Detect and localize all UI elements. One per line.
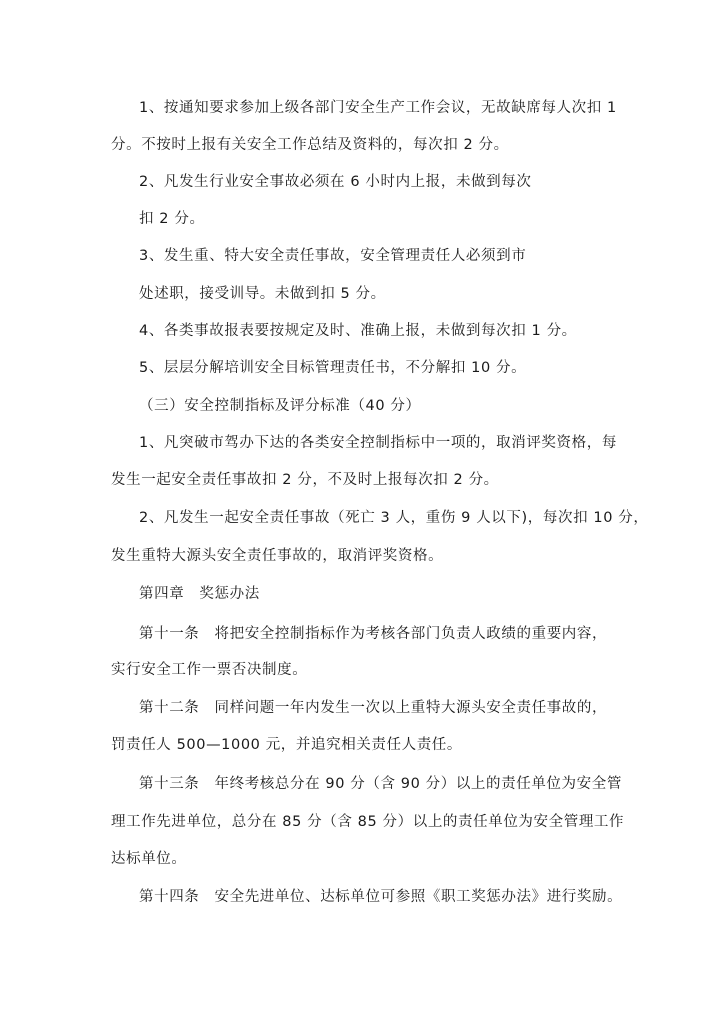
text-line: 发生重特大源头安全责任事故的，取消评奖资格。 (111, 548, 444, 564)
text-line: 第十二条 同样问题一年内发生一次以上重特大源头安全责任事故的， (139, 700, 608, 716)
text-line: 实行安全工作一票否决制度。 (111, 662, 308, 678)
text-line: 罚责任人 500—1000 元，并追究相关责任人责任。 (111, 737, 462, 753)
text-line: 扣 2 分。 (139, 211, 205, 227)
text-line: 第十三条 年终考核总分在 90 分（含 90 分）以上的责任单位为安全管 (139, 776, 622, 792)
text-line: 分。不按时上报有关安全工作总结及资料的，每次扣 2 分。 (111, 137, 509, 153)
text-line: 达标单位。 (111, 851, 187, 867)
text-line: 1、凡突破市驾办下达的各类安全控制指标中一项的，取消评奖资格，每 (139, 435, 617, 451)
text-line: 发生一起安全责任事故扣 2 分，不及时上报每次扣 2 分。 (111, 472, 499, 488)
text-line: 5、层层分解培训安全目标管理责任书，不分解扣 10 分。 (139, 360, 527, 376)
text-line: 1、按通知要求参加上级各部门安全生产工作会议，无故缺席每人次扣 1 (139, 100, 617, 116)
section-heading: （三）安全控制指标及评分标准（40 分） (139, 398, 421, 414)
text-line: 2、凡发生一起安全责任事故（死亡 3 人，重伤 9 人以下)，每次扣 10 分， (139, 510, 649, 526)
text-line: 2、凡发生行业安全事故必须在 6 小时内上报，未做到每次 (139, 174, 532, 190)
text-line: 3、发生重、特大安全责任事故，安全管理责任人必须到市 (139, 248, 527, 264)
text-line: 第十四条 安全先进单位、达标单位可参照《职工奖惩办法》进行奖励。 (139, 889, 623, 905)
chapter-heading: 第四章 奖惩办法 (139, 586, 260, 602)
text-line: 处述职，接受训导。未做到扣 5 分。 (139, 286, 386, 302)
text-line: 第十一条 将把安全控制指标作为考核各部门负责人政绩的重要内容， (139, 626, 608, 642)
text-line: 4、各类事故报表要按规定及时、准确上报，未做到每次扣 1 分。 (139, 323, 577, 339)
text-line: 理工作先进单位，总分在 85 分（含 85 分）以上的责任单位为安全管理工作 (111, 814, 625, 830)
